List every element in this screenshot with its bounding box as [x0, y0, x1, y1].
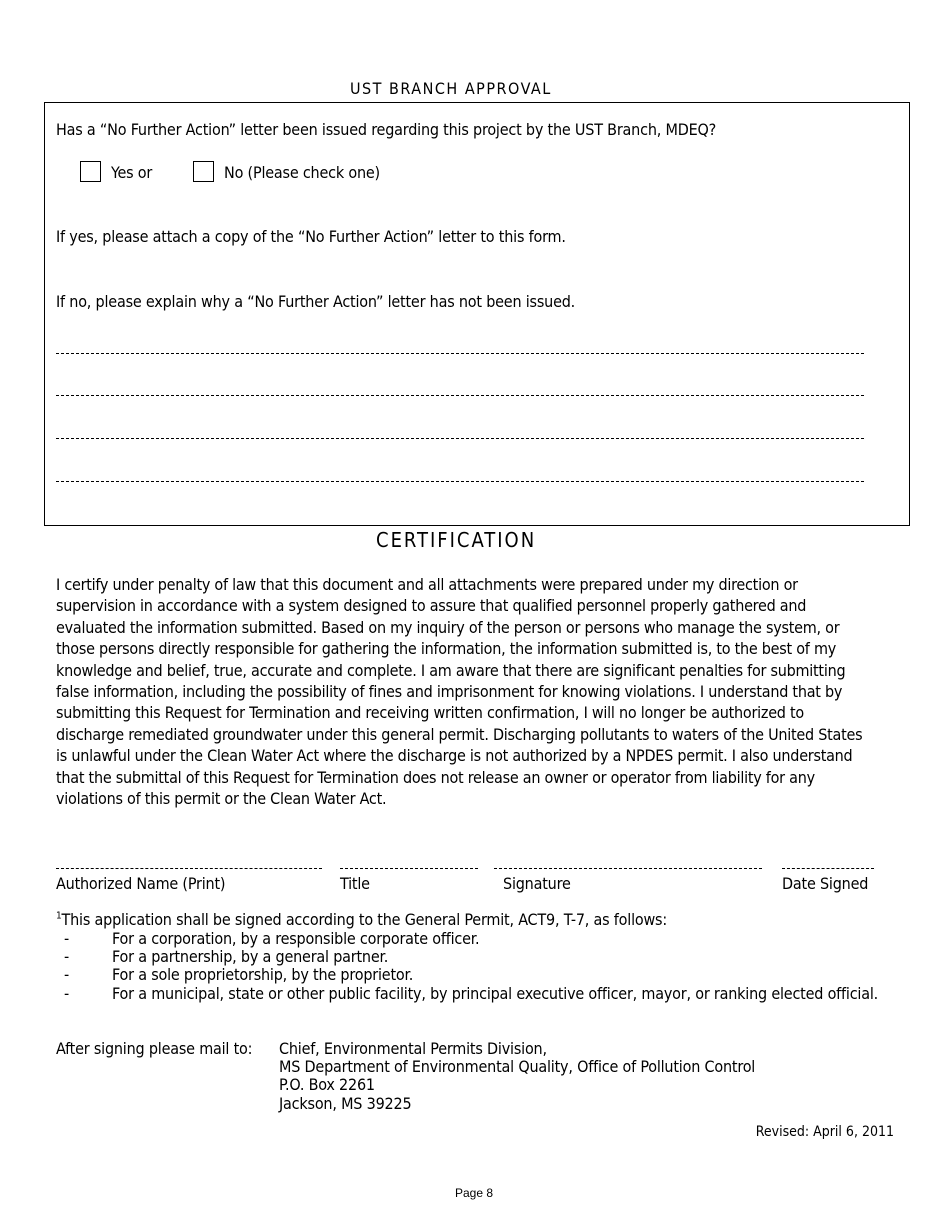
footnote-dash-1: - [64, 929, 70, 948]
footnote-dash-3: - [64, 965, 70, 984]
authorized-name-label: Authorized Name (Print) [56, 874, 226, 893]
mail-address-line-2: MS Department of Environmental Quality, Office of Pollution Control [279, 1057, 756, 1076]
yes-checkbox[interactable] [80, 161, 101, 182]
explanation-line-4[interactable] [56, 481, 864, 482]
footnote-intro-text: This application shall be signed according to the General Permit, ACT9, T-7, as follows: [61, 910, 668, 929]
certification-statement: I certify under penalty of law that this document and all attachments were prepared under my direction or supervision in accordance with a system designed to assure that qualified personnel properly gathered and evaluated the information submitted. Based on my inquiry of the person or persons who manage the system, or those persons directly responsible for gathering the information, the information submitted is, to the best of my knowledge and belief, true, accurate and complete. I am aware that there are significant penalties for submitting false information, including the possibility of fines and imprisonment for knowing violations. I understand that by submitting this Request for Termination and receiving written confirmation, I will no longer be authorized to discharge remediated groundwater under this general permit. Discharging pollutants to waters of the United States is unlawful under the Clean Water Act where the discharge is not authorized by a NPDES permit. I also understand that the submittal of this Request for Termination does not release an owner or operator from liability for any violations of this permit or the Clean Water Act. [56, 575, 863, 809]
footnote-item-public-facility: For a municipal, state or other public facility, by principal executive officer, mayor, or ranking elected official. [112, 984, 879, 1003]
explanation-line-3[interactable] [56, 438, 864, 439]
nfa-question: Has a “No Further Action” letter been issued regarding this project by the UST Branch, MDEQ? [56, 120, 717, 139]
no-label: No (Please check one) [224, 163, 380, 182]
footnote-item-proprietorship: For a sole proprietorship, by the proprietor. [112, 965, 414, 984]
explanation-line-2[interactable] [56, 395, 864, 396]
signature-line[interactable] [494, 868, 762, 869]
title-line[interactable] [340, 868, 478, 869]
footnote-marker: 1 [56, 910, 62, 922]
certification-heading: CERTIFICATION [376, 528, 537, 552]
title-label: Title [340, 874, 370, 893]
explanation-line-1[interactable] [56, 353, 864, 354]
footnote-dash-4: - [64, 984, 70, 1003]
if-yes-instruction: If yes, please attach a copy of the “No Further Action” letter to this form. [56, 227, 566, 246]
ust-branch-approval-heading: UST BRANCH APPROVAL [350, 79, 552, 98]
if-no-instruction: If no, please explain why a “No Further Action” letter has not been issued. [56, 292, 576, 311]
yes-label: Yes or [111, 163, 153, 182]
date-signed-label: Date Signed [782, 874, 869, 893]
mail-address-line-4: Jackson, MS 39225 [279, 1094, 412, 1113]
footnote-item-corporation: For a corporation, by a responsible corporate officer. [112, 929, 480, 948]
no-checkbox[interactable] [193, 161, 214, 182]
signature-label: Signature [503, 874, 571, 893]
ust-approval-box [44, 102, 910, 526]
mail-to-label: After signing please mail to: [56, 1039, 253, 1058]
revision-date: Revised: April 6, 2011 [755, 1124, 894, 1140]
mail-address-line-1: Chief, Environmental Permits Division, [279, 1039, 547, 1058]
authorized-name-line[interactable] [56, 868, 322, 869]
date-signed-line[interactable] [782, 868, 874, 869]
footnote-item-partnership: For a partnership, by a general partner. [112, 947, 389, 966]
footnote-intro [56, 910, 667, 929]
page-number: Page 8 [455, 1186, 494, 1200]
footnote-dash-2: - [64, 947, 70, 966]
mail-address-line-3: P.O. Box 2261 [279, 1075, 375, 1094]
